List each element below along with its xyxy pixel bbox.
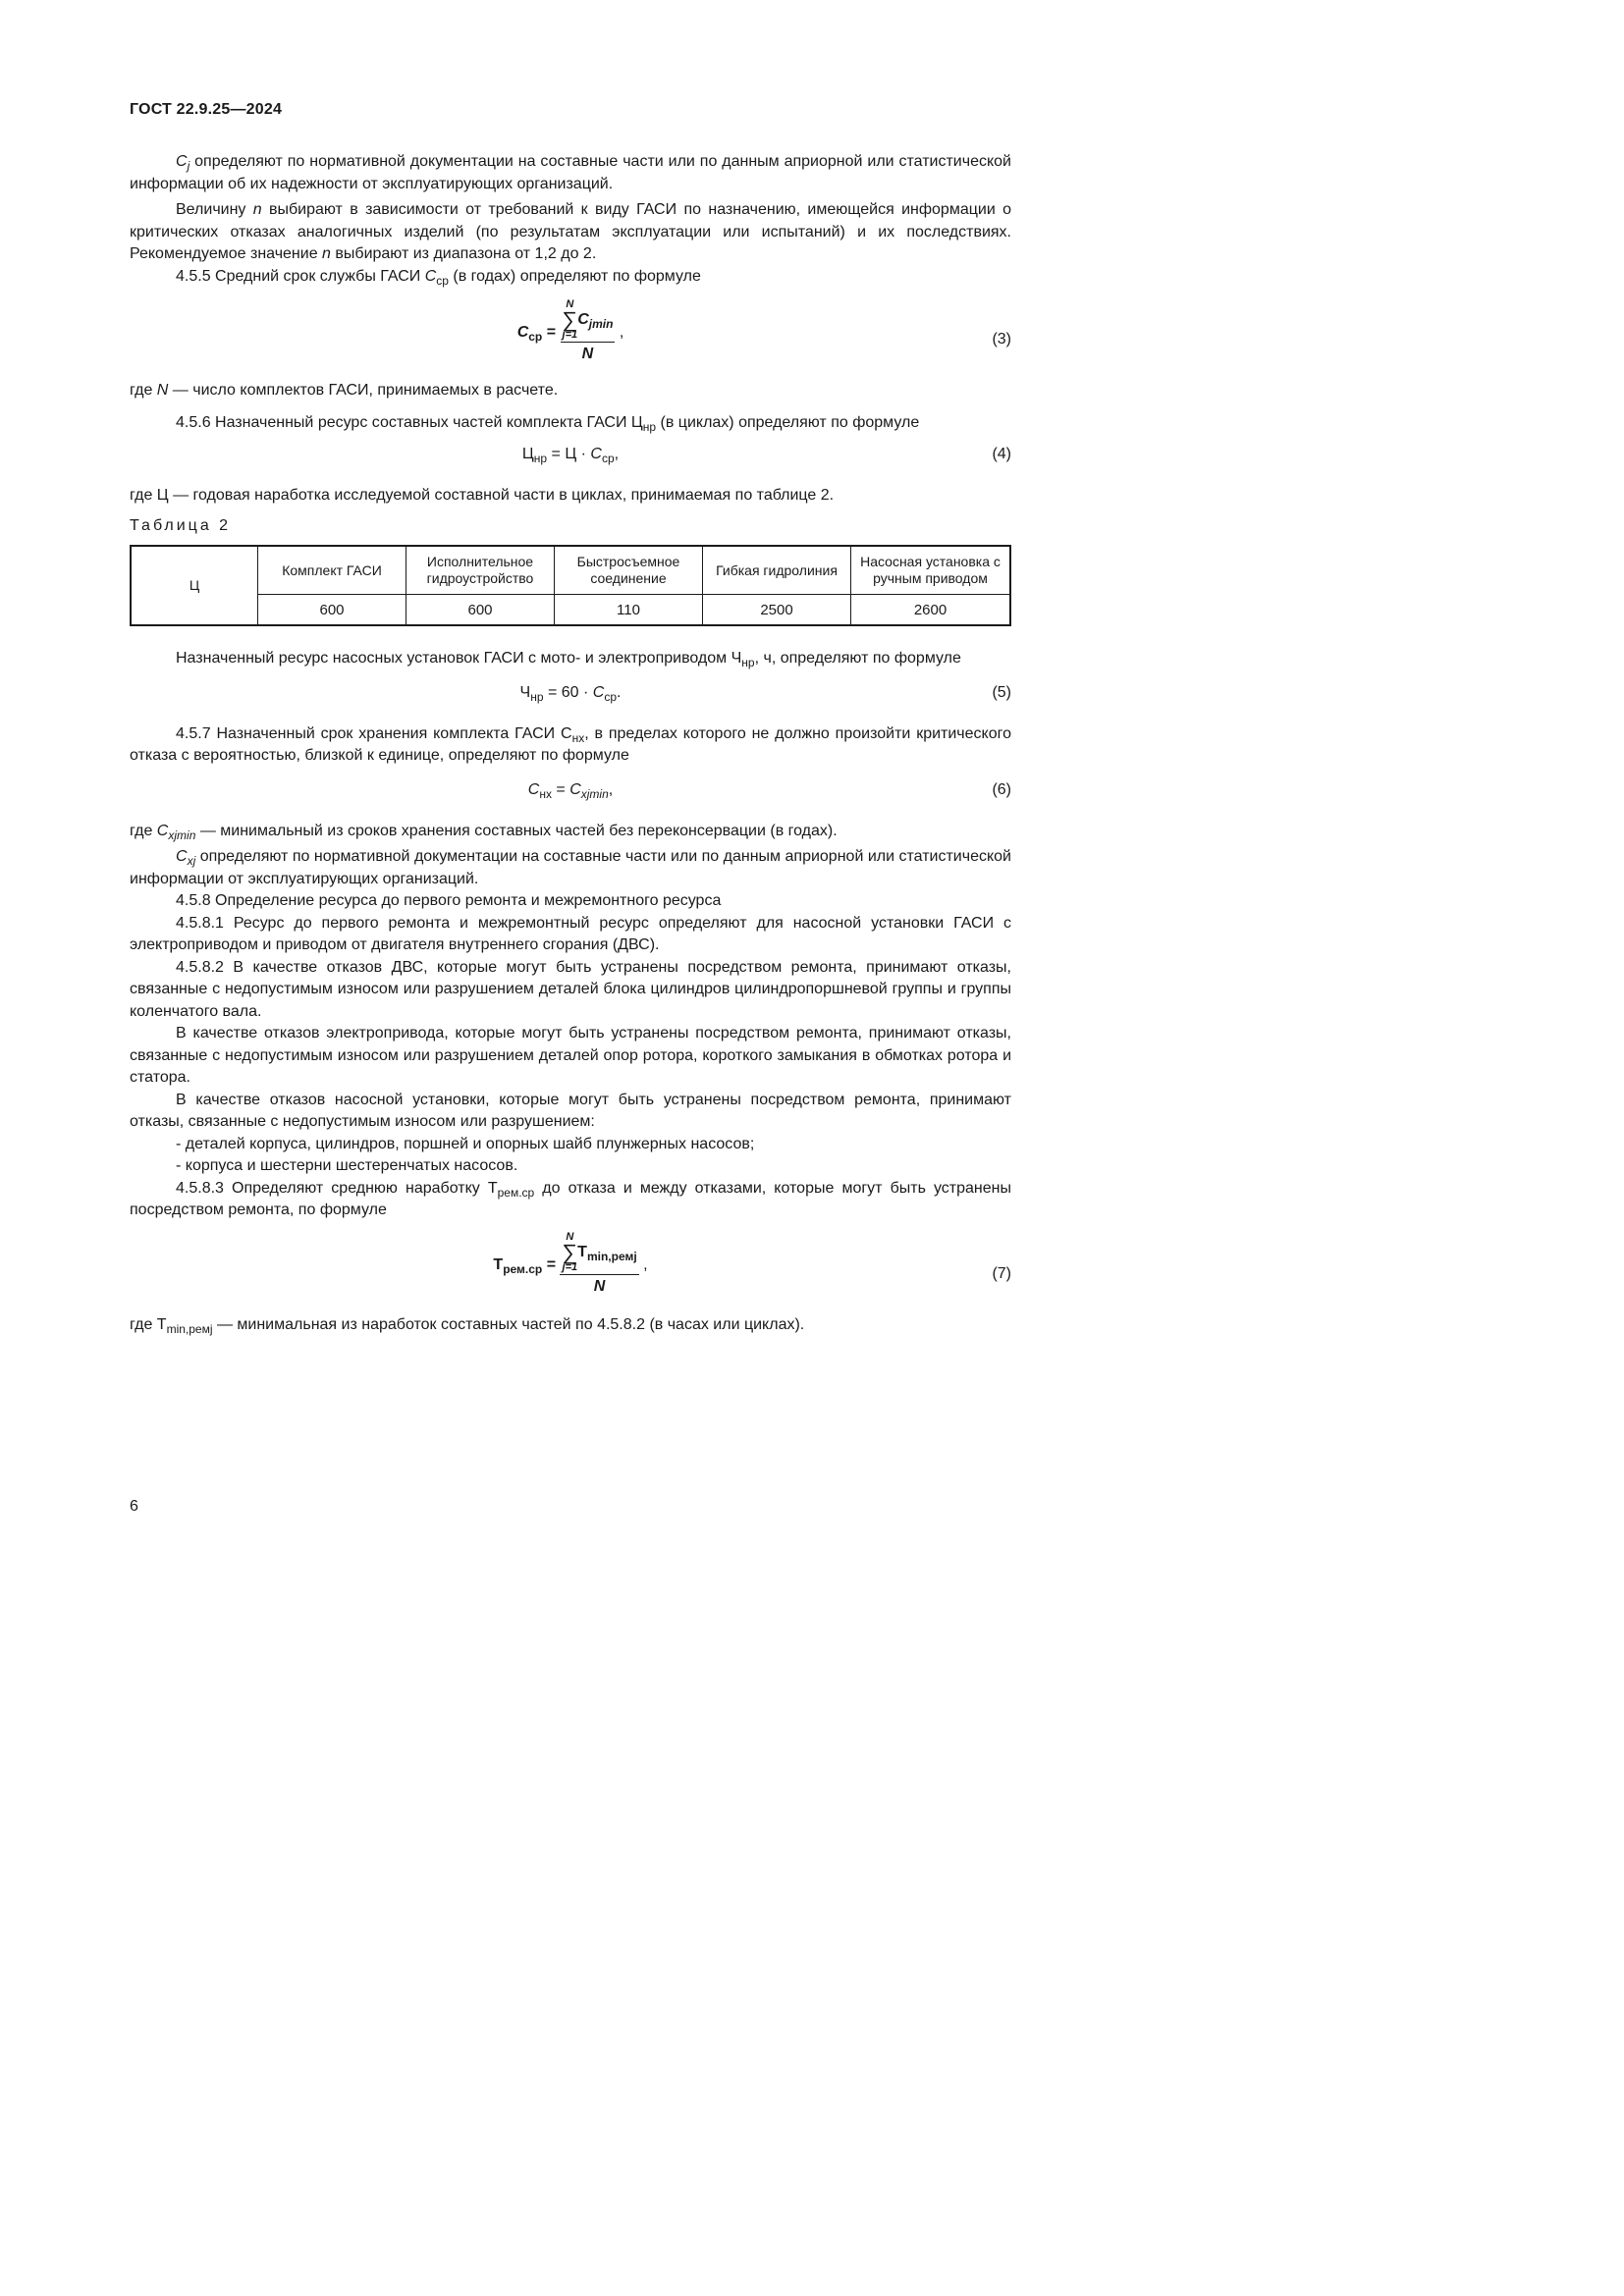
- list-item: - деталей корпуса, цилиндров, поршней и опорных шайб плунжерных насосов;: [176, 1135, 755, 1152]
- formula-number-4: (4): [992, 446, 1011, 462]
- table-row-label: Ц: [131, 546, 258, 625]
- section-4-5-8-1: 4.5.8.1 Ресурс до первого ремонта и межремонтный ресурс определяют для насосной установки ГАСИ с электроприводом и приводом от двигателя внутреннего сгорания (ДВС).: [130, 914, 1011, 953]
- table-header-row: [131, 546, 1010, 595]
- paragraph-pump-resource: Назначенный ресурс насосных установок ГАСИ с мото- и электроприводом $Ч_{нр}$, ч, определяют по формуле: [176, 650, 961, 669]
- where-formula-6: где $C_{xjmin}$ — минимальный из сроков хранения составных частей без переконсервации (в годах).: [130, 822, 838, 842]
- sum-symbol: N ∑ j=1: [562, 1230, 578, 1273]
- section-4-5-5: 4.5.5 Средний срок службы ГАСИ $C_{ср}$ (в годах) определяют по формуле: [176, 267, 701, 288]
- formula-number-5: (5): [992, 683, 1011, 701]
- document-page: [0, 0, 1080, 1531]
- table-value-cell: 110: [555, 595, 703, 626]
- failure-list: [130, 1134, 1011, 1178]
- formula-7: $Т_{рем.ср}$ = N ∑ $j=1Т_{min,ремj}$ N , (7): [130, 1228, 1011, 1310]
- paragraph-n-value: Величину n выбирают в зависимости от требований к виду ГАСИ по назначению, имеющейся информации о критических отказах аналогичных изделий (по результатам эксплуатации или испытаний) и их последствиях. Рекомендуемое значение n выбирают из диапазона от 1,2 до 2.: [130, 201, 1011, 262]
- where-formula-4: где Ц — годовая наработка исследуемой составной части в циклах, принимаемая по таблице 2.: [130, 487, 835, 504]
- formula-number-6: (6): [992, 780, 1011, 798]
- where-formula-7: где $Т_{min,ремj}$ — минимальная из наработок составных частей по 4.5.8.2 (в часах или циклах).: [130, 1315, 805, 1336]
- table-value-cell: 600: [258, 595, 406, 626]
- formula-4: $Ц_{нр} = Ц \cdot C_{ср}$, (4): [521, 446, 1011, 465]
- section-4-5-8-3: 4.5.8.3 Определяют среднюю наработку $Т_{рем.ср}$ до отказа и между отказами, которые могут быть устранены посредством ремонта, по формуле: [130, 1179, 1011, 1218]
- table-header-cell: Быстросъемное соединение: [555, 546, 703, 595]
- table-title: Таблица 2: [130, 516, 232, 534]
- document-header: ГОСТ 22.9.25—2024: [130, 101, 283, 118]
- table-header-cell: Насосная установка с ручным приводом: [851, 546, 1011, 595]
- fraction-7: N ∑ $j=1Т_{min,ремj}$ N: [562, 1230, 637, 1295]
- formula-6: $C_{нх} = C_{xjmin}$, (6): [527, 780, 1011, 801]
- table-value-cell: 2500: [703, 595, 851, 626]
- document-body: [130, 151, 1011, 1336]
- where-formula-3: где N — число комплектов ГАСИ, принимаемых в расчете.: [130, 382, 559, 399]
- table-header-cell: Гибкая гидролиния: [703, 546, 851, 595]
- paragraph-pump-failures: В качестве отказов насосной установки, которые могут быть устранены посредством ремонта, принимают отказы, связанные с недопустимым износом или разрушением:: [130, 1091, 1011, 1130]
- section-4-5-6: 4.5.6 Назначенный ресурс составных частей комплекта ГАСИ $Ц_{нр}$ (в циклах) определяют по формуле: [176, 413, 920, 434]
- paragraph-electro-failures: В качестве отказов электропривода, которые могут быть устранены посредством ремонта, принимают отказы, связанные с недопустимым износом или разрушением деталей опор ротора, короткого замыкания в обмотках ротора и статора.: [130, 1025, 1011, 1086]
- formula-number-7: (7): [992, 1264, 1011, 1282]
- section-4-5-8: 4.5.8 Определение ресурса до первого ремонта и межремонтного ресурса: [176, 892, 722, 909]
- fraction-3: N ∑ $j=1C_{jmin}$ N: [562, 298, 614, 362]
- formula-3: $C_{ср}$ = N ∑ $j=1C_{jmin}$ N , (3): [130, 294, 1011, 376]
- table-2: [130, 545, 1011, 626]
- paragraph-cj: $C_j$ определяют по нормативной документации на составные части или по данным априорной или статистической информации об их надежности от эксплуатирующих организаций.: [130, 153, 1011, 192]
- formula-5: $Ч_{нр} = 60 \cdot C_{ср}$. (5): [519, 683, 1011, 704]
- table-value-cell: 600: [406, 595, 555, 626]
- formula-number-3: (3): [992, 331, 1011, 347]
- paragraph-cxj: $C_{xj}$ определяют по нормативной документации на составные части или по данным априорной или статистической информации от эксплуатирующих организаций.: [130, 848, 1011, 887]
- page-number: 6: [130, 1498, 138, 1515]
- table-header-cell: Исполнительное гидроустройство: [406, 546, 555, 595]
- table-values-row: [131, 595, 1010, 626]
- section-4-5-7: 4.5.7 Назначенный срок хранения комплекта ГАСИ $С_{нх}$, в пределах которого не должно произойти критического отказа с вероятностью, близкой к единице, определяют по формуле: [130, 724, 1011, 764]
- table-header-cell: Комплект ГАСИ: [258, 546, 406, 595]
- sum-symbol: N ∑ j=1: [562, 298, 578, 341]
- table-value-cell: 2600: [851, 595, 1011, 626]
- section-4-5-8-2: 4.5.8.2 В качестве отказов ДВС, которые могут быть устранены посредством ремонта, принимают отказы, связанные с недопустимым износом или разрушением деталей блока цилиндров цилиндропоршневой группы и группы коленчатого вала.: [130, 958, 1011, 1020]
- list-item: - корпуса и шестерни шестеренчатых насосов.: [176, 1157, 518, 1174]
